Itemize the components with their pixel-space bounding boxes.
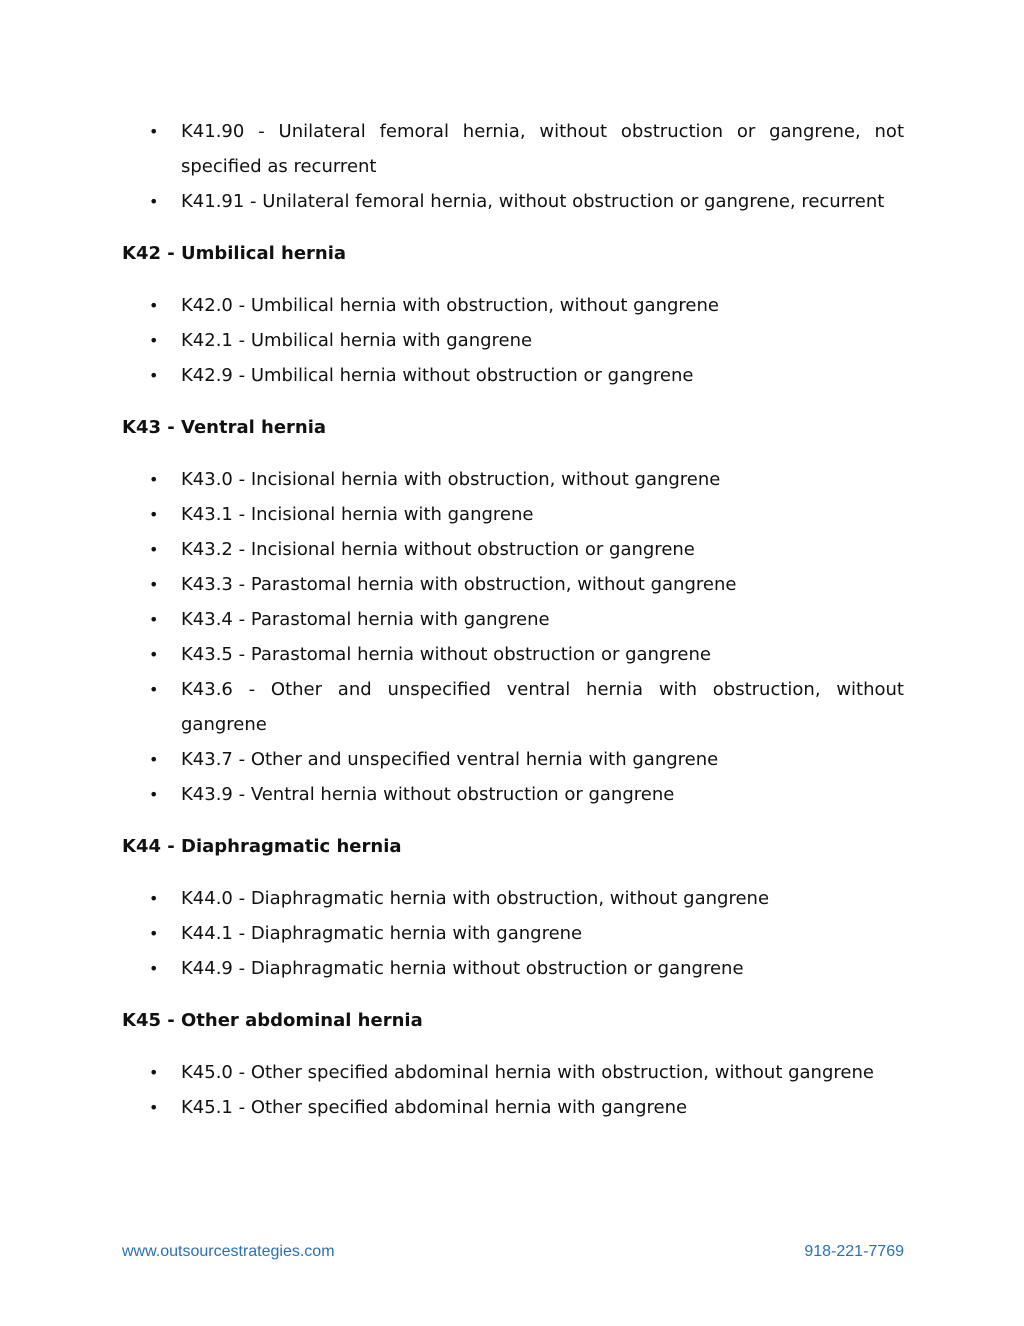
list-item xyxy=(122,1055,904,1090)
list-item-text: K41.91 - Unilateral femoral hernia, without obstruction or gangrene, recurrent xyxy=(181,191,885,212)
list-item xyxy=(122,114,904,184)
bullet-icon: • xyxy=(149,575,159,594)
bullet-icon: • xyxy=(149,750,159,769)
bullet-icon: • xyxy=(149,331,159,350)
list-item xyxy=(122,323,904,358)
list-item-text: K43.5 - Parastomal hernia without obstruction or gangrene xyxy=(181,644,711,665)
list-item xyxy=(122,184,904,219)
list-item xyxy=(122,462,904,497)
list-item xyxy=(122,881,904,916)
section-heading-k43: K43 - Ventral hernia xyxy=(122,417,327,438)
list-item xyxy=(122,532,904,567)
list-item-text: K43.6 - Other and unspecified ventral hernia with obstruction, without gangrene xyxy=(181,679,904,735)
list-item xyxy=(122,777,904,812)
list-item-text: K43.9 - Ventral hernia without obstruction or gangrene xyxy=(181,784,675,805)
bullet-icon: • xyxy=(149,645,159,664)
bullet-icon: • xyxy=(149,1063,159,1082)
section-heading-k44: K44 - Diaphragmatic hernia xyxy=(122,836,402,857)
list-item-text: K41.90 - Unilateral femoral hernia, without obstruction or gangrene, not specified as recurrent xyxy=(181,121,904,177)
list-item-text: K42.0 - Umbilical hernia with obstruction, without gangrene xyxy=(181,295,719,316)
bullet-icon: • xyxy=(149,959,159,978)
list-item xyxy=(122,567,904,602)
bullet-icon: • xyxy=(149,192,159,211)
section-list-k42 xyxy=(122,288,904,393)
bullet-icon: • xyxy=(149,889,159,908)
bullet-icon: • xyxy=(149,505,159,524)
list-item xyxy=(122,672,904,742)
section-list-k45 xyxy=(122,1055,904,1125)
list-item xyxy=(122,358,904,393)
intro-list xyxy=(122,114,904,219)
list-item-text: K44.9 - Diaphragmatic hernia without obstruction or gangrene xyxy=(181,958,744,979)
list-item xyxy=(122,951,904,986)
bullet-icon: • xyxy=(149,680,159,699)
list-item-text: K44.0 - Diaphragmatic hernia with obstruction, without gangrene xyxy=(181,888,770,909)
bullet-icon: • xyxy=(149,366,159,385)
list-item-text: K43.3 - Parastomal hernia with obstruction, without gangrene xyxy=(181,574,737,595)
list-item-text: K43.7 - Other and unspecified ventral hernia with gangrene xyxy=(181,749,719,770)
bullet-icon: • xyxy=(149,122,159,141)
list-item-text: K45.0 - Other specified abdominal hernia with obstruction, without gangrene xyxy=(181,1062,874,1083)
list-item xyxy=(122,916,904,951)
list-item-text: K44.1 - Diaphragmatic hernia with gangrene xyxy=(181,923,583,944)
list-item xyxy=(122,288,904,323)
list-item xyxy=(122,497,904,532)
section-list-k43 xyxy=(122,462,904,812)
list-item-text: K43.0 - Incisional hernia with obstruction, without gangrene xyxy=(181,469,721,490)
website-link[interactable]: www.outsourcestrategies.com xyxy=(122,1243,335,1260)
list-item-text: K43.1 - Incisional hernia with gangrene xyxy=(181,504,534,525)
bullet-icon: • xyxy=(149,296,159,315)
document-body xyxy=(122,114,904,1125)
list-item xyxy=(122,742,904,777)
bullet-icon: • xyxy=(149,470,159,489)
list-item-text: K42.9 - Umbilical hernia without obstruction or gangrene xyxy=(181,365,694,386)
section-list-k44 xyxy=(122,881,904,986)
bullet-icon: • xyxy=(149,540,159,559)
list-item xyxy=(122,637,904,672)
list-item-text: K42.1 - Umbilical hernia with gangrene xyxy=(181,330,533,351)
list-item-text: K45.1 - Other specified abdominal hernia with gangrene xyxy=(181,1097,688,1118)
bullet-icon: • xyxy=(149,610,159,629)
bullet-icon: • xyxy=(149,924,159,943)
bullet-icon: • xyxy=(149,1098,159,1117)
section-heading-k42: K42 - Umbilical hernia xyxy=(122,243,347,264)
phone-number: 918-221-7769 xyxy=(804,1243,904,1260)
list-item-text: K43.2 - Incisional hernia without obstruction or gangrene xyxy=(181,539,695,560)
bullet-icon: • xyxy=(149,785,159,804)
list-item-text: K43.4 - Parastomal hernia with gangrene xyxy=(181,609,550,630)
list-item xyxy=(122,602,904,637)
section-heading-k45: K45 - Other abdominal hernia xyxy=(122,1010,423,1031)
list-item xyxy=(122,1090,904,1125)
